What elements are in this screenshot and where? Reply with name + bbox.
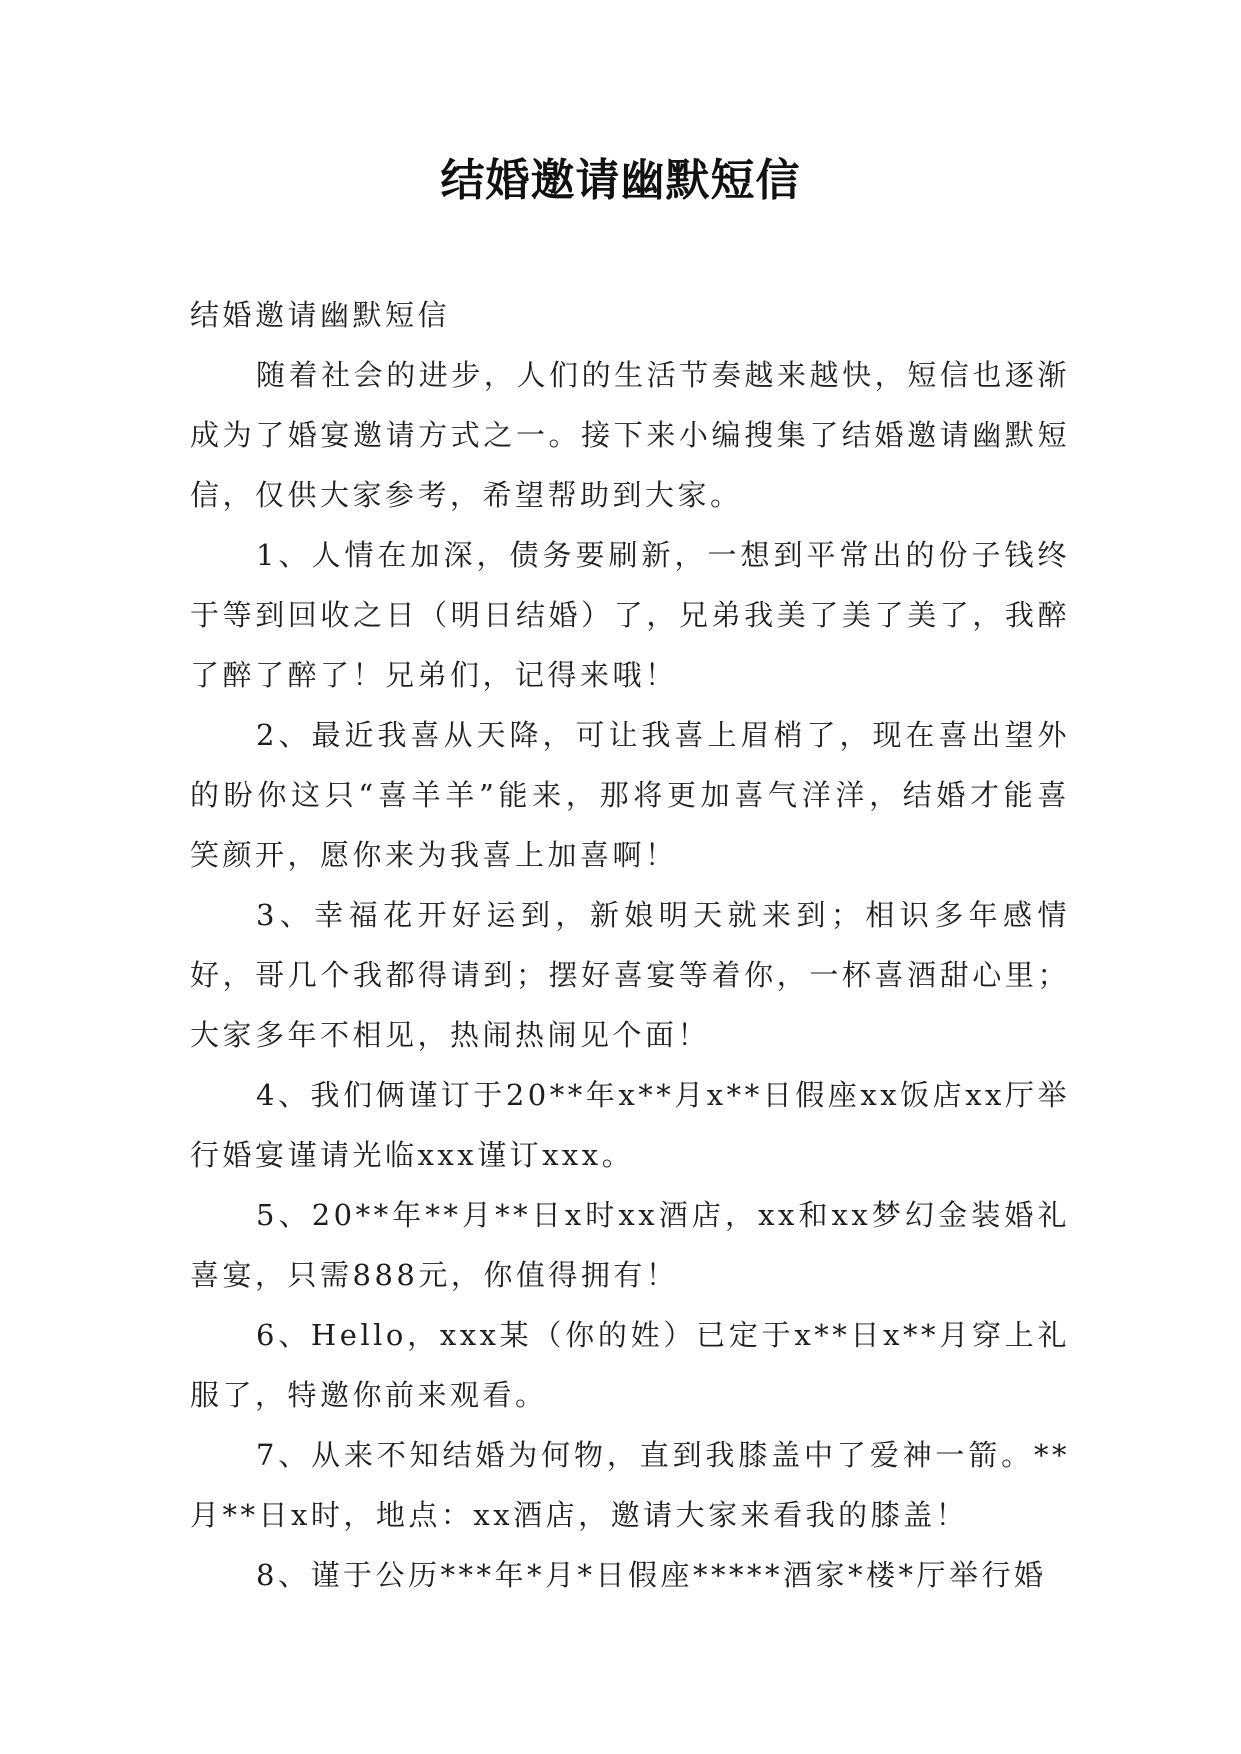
message-item-6: 6、Hello，xxx某（你的姓）已定于x**日x**月穿上礼服了，特邀你前来观看。 (190, 1318, 1070, 1412)
message-item-7: 7、从来不知结婚为何物，直到我膝盖中了爱神一箭。**月**日x时，地点：xx酒店，邀请大家来看我的膝盖！ (190, 1438, 1070, 1532)
message-item-4: 4、我们俩谨订于20**年x**月x**日假座xx饭店xx厅举行婚宴谨请光临xxx谨订xxx。 (190, 1078, 1070, 1172)
message-item-2: 2、最近我喜从天降，可让我喜上眉梢了，现在喜出望外的盼你这只“喜羊羊”能来，那将更加喜气洋洋，结婚才能喜笑颜开，愿你来为我喜上加喜啊！ (190, 718, 1070, 872)
document-body (190, 285, 1070, 1605)
message-item-8: 8、谨于公历***年*月*日假座*****酒家*楼*厅举行婚 (256, 1558, 1047, 1592)
message-item-5: 5、20**年**月**日x时xx酒店，xx和xx梦幻金装婚礼喜宴，只需888元，你值得拥有！ (190, 1198, 1070, 1292)
document-title: 结婚邀请幽默短信 (440, 155, 801, 206)
message-item-3: 3、幸福花开好运到，新娘明天就来到；相识多年感情好，哥几个我都得请到；摆好喜宴等着你，一杯喜酒甜心里；大家多年不相见，热闹热闹见个面！ (190, 898, 1070, 1052)
document-subtitle: 结婚邀请幽默短信 (190, 298, 451, 332)
message-item-1: 1、人情在加深，债务要刷新，一想到平常出的份子钱终于等到回收之日（明日结婚）了，兄弟我美了美了美了，我醉了醉了醉了！兄弟们，记得来哦！ (190, 538, 1070, 692)
intro-paragraph: 随着社会的进步，人们的生活节奏越来越快，短信也逐渐成为了婚宴邀请方式之一。接下来小编搜集了结婚邀请幽默短信，仅供大家参考，希望帮助到大家。 (190, 358, 1070, 512)
